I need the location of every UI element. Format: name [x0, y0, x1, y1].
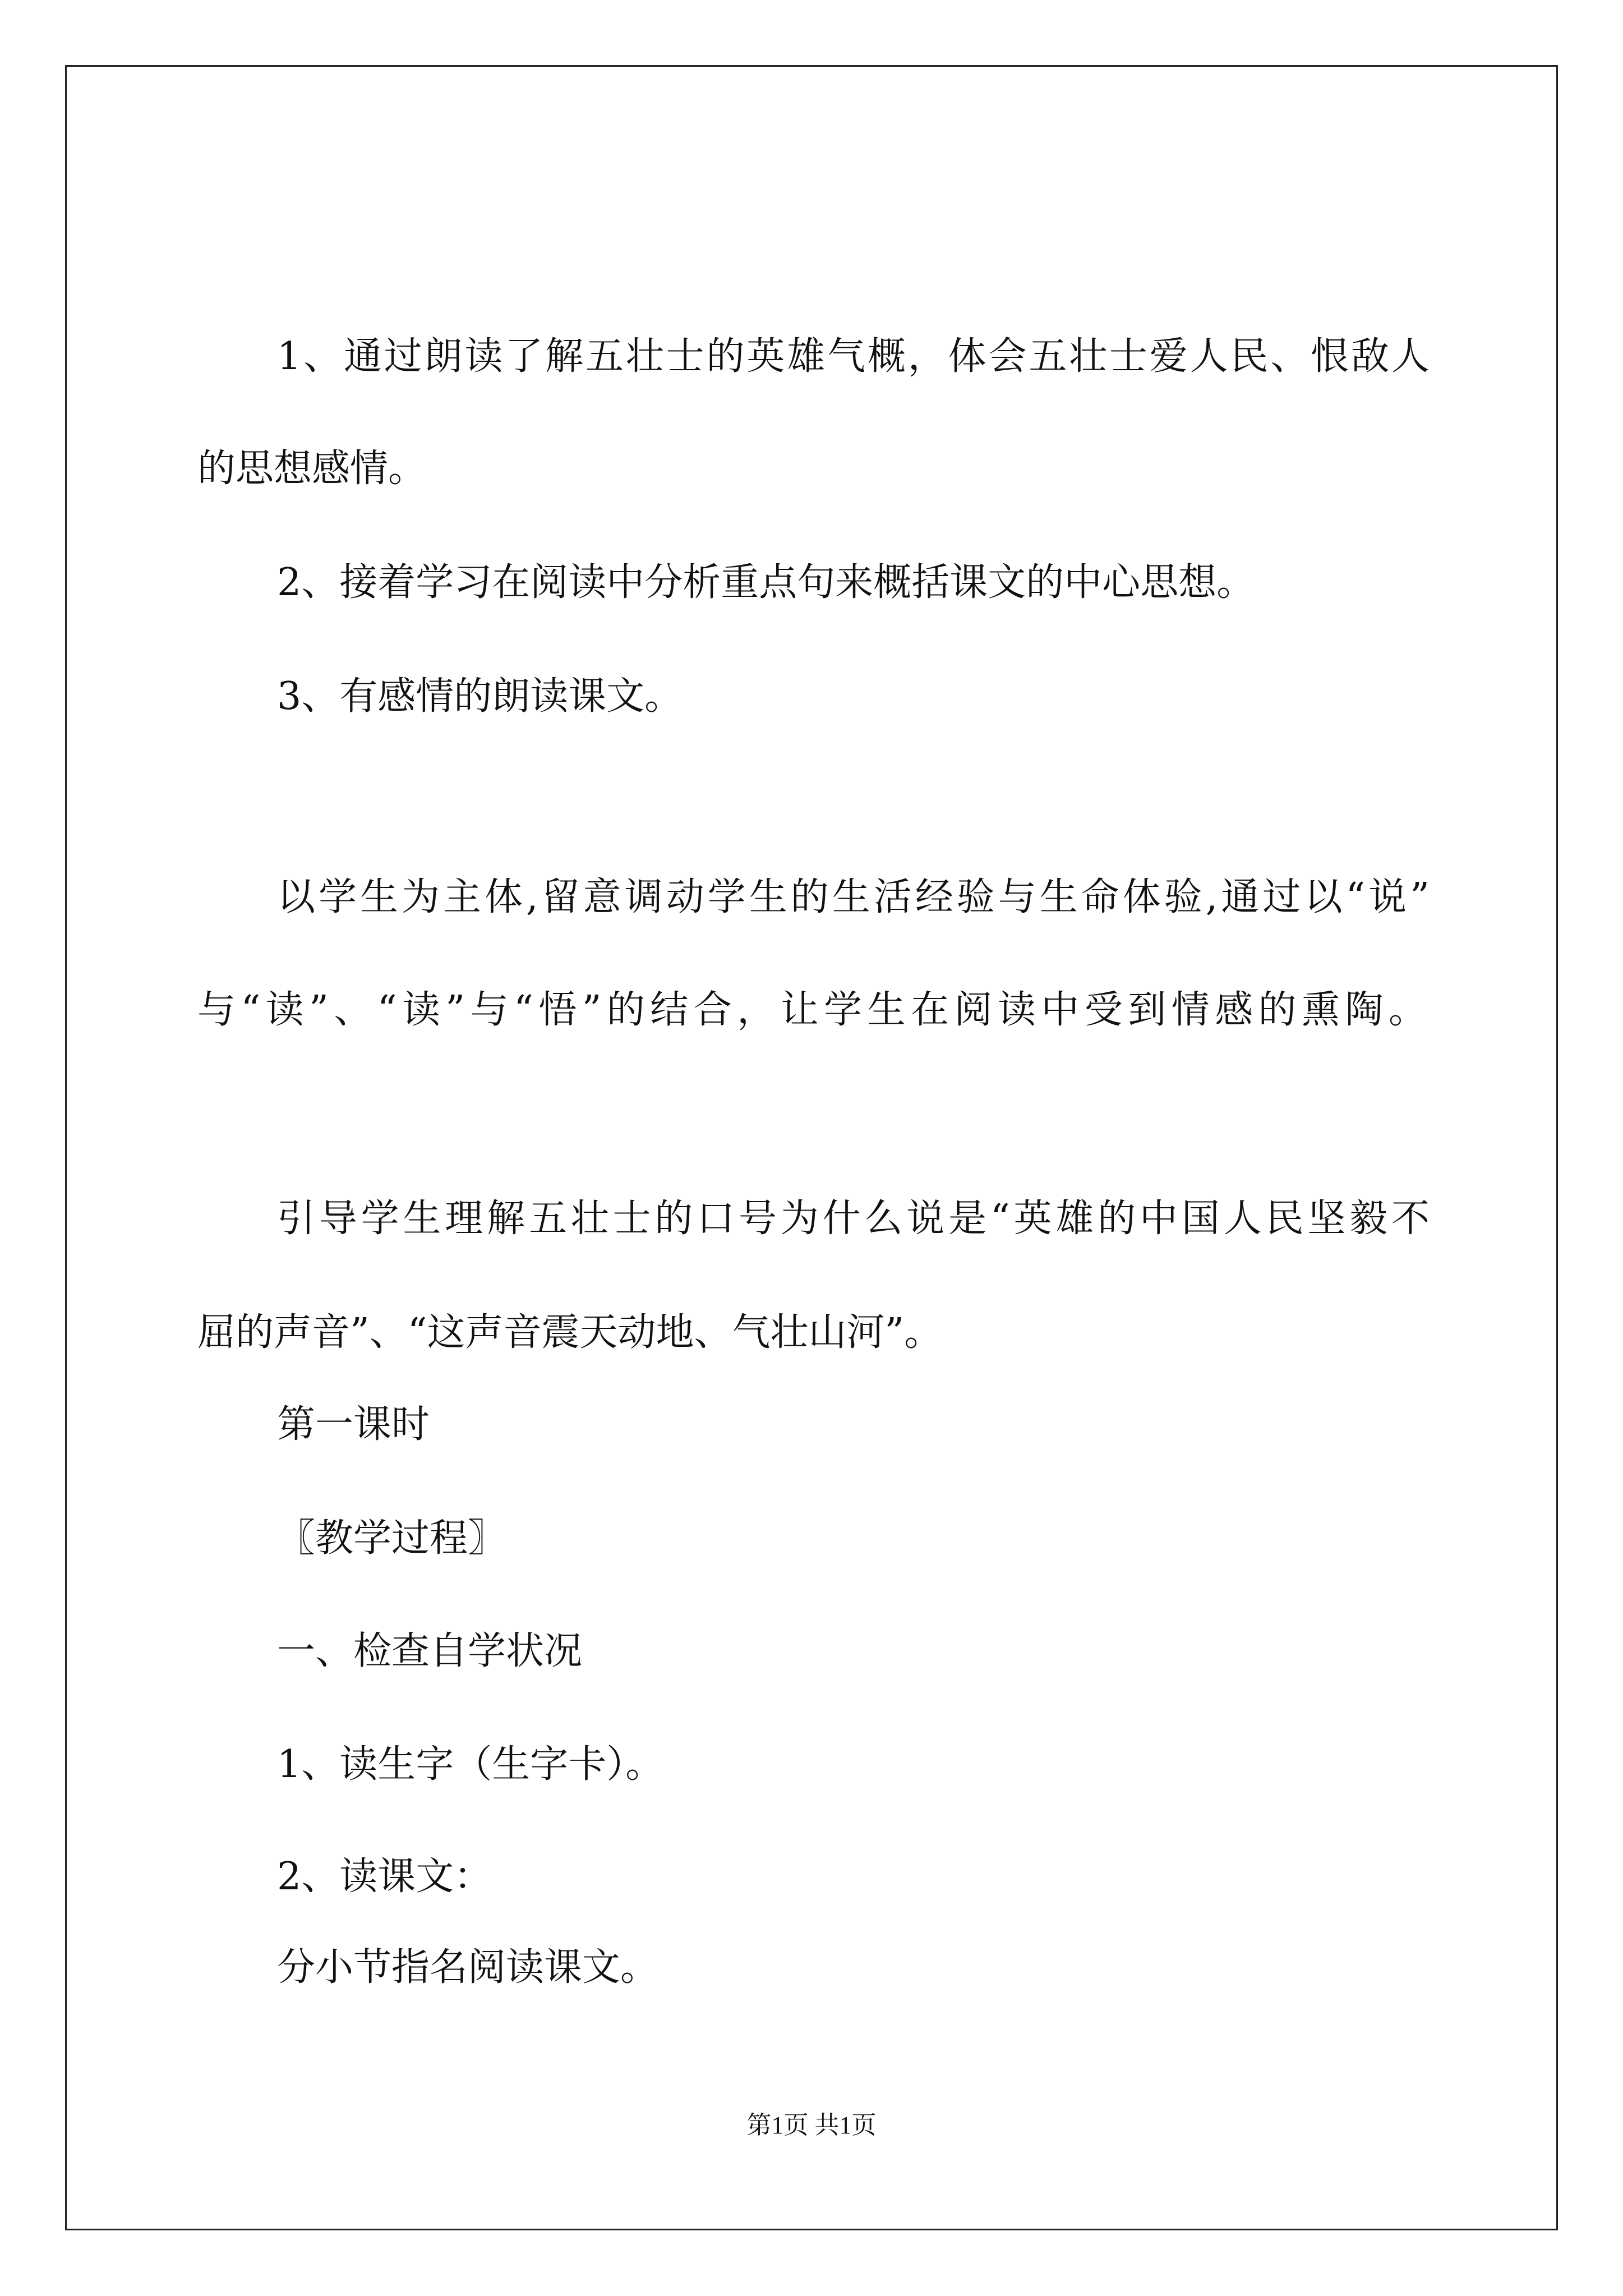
lesson-title: 第一课时 [277, 1402, 430, 1447]
step-heading: 一、检查自学状况 [277, 1629, 583, 1673]
approach-text-2: 与“读”、“读”与“悟”的结合，让学生在阅读中受到情感的熏陶。 [197, 988, 1427, 1032]
objective-3: 3、有感情的朗读课文。 [277, 674, 683, 719]
page-border [65, 65, 1558, 2230]
page-footer: 第1页 共1页 [746, 2111, 877, 2139]
approach-text: 以学生为主体,留意调动学生的生活经验与生命体验,通过以“说” [277, 875, 1430, 919]
objective-1-text: 1、通过朗读了解五壮士的英雄气概，体会五壮士爱人民、恨敌人 [277, 334, 1430, 379]
objective-2: 2、接着学习在阅读中分析重点句来概括课文的中心思想。 [277, 560, 1255, 605]
key-point-text: 引导学生理解五壮士的口号为什么说是“英雄的中国人民坚毅不 [277, 1197, 1430, 1241]
key-point-line-1 [277, 1197, 1430, 1241]
step-item-2: 2、读课文： [277, 1855, 492, 1899]
objective-1-line-2: 的思想感情。 [197, 447, 427, 491]
step-item-1: 1、读生字（生字卡）。 [277, 1742, 664, 1787]
step-item-3: 分小节指名阅读课文。 [277, 1945, 659, 1990]
approach-line-2 [197, 988, 1427, 1032]
key-point-line-2: 屈的声音”、“这声音震天动地、气壮山河”。 [197, 1310, 943, 1355]
section-heading: 〖教学过程〗 [277, 1516, 506, 1561]
approach-line-1 [277, 875, 1430, 919]
objective-1-line-1 [277, 334, 1430, 379]
